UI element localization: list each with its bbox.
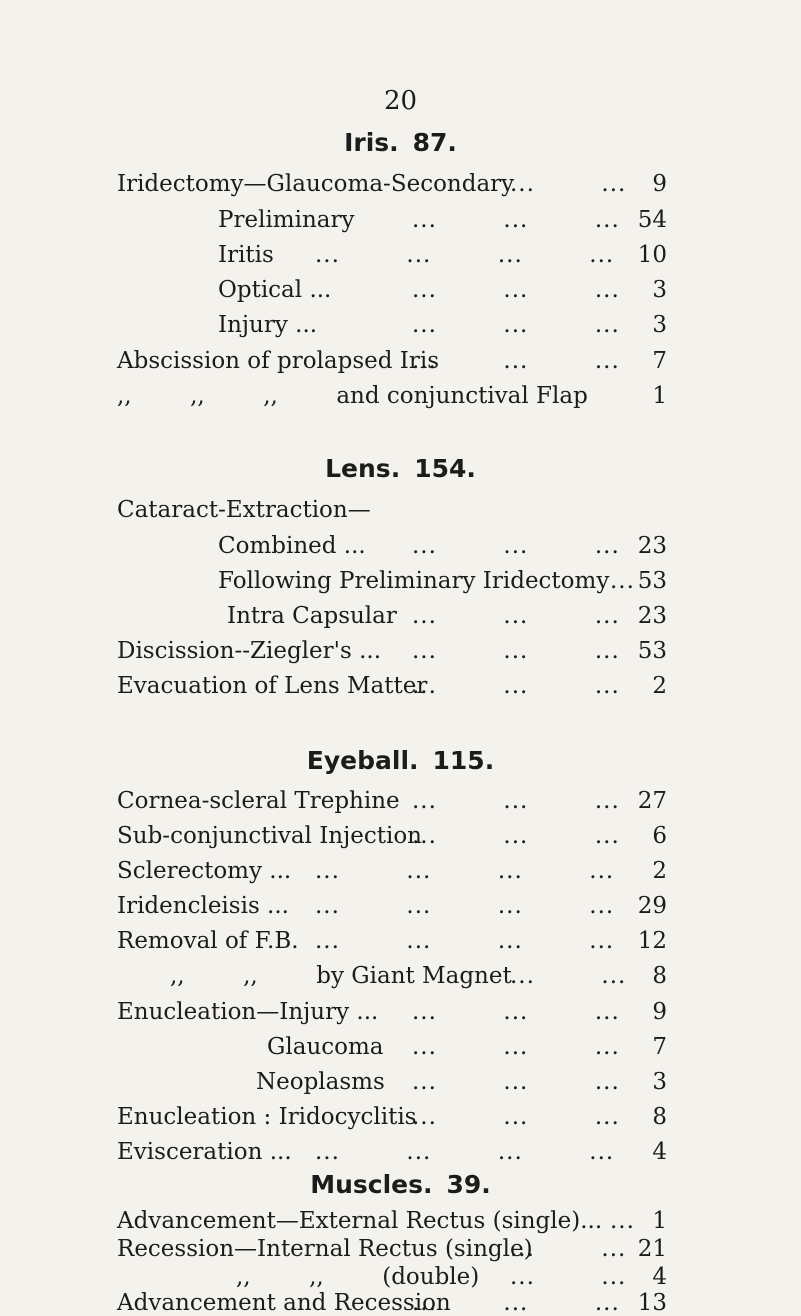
section-total: 87.: [412, 128, 457, 157]
leader-dots: ... ... ...: [412, 638, 620, 664]
row-value: 21: [637, 1236, 667, 1262]
row-label: Cornea-scleral Trephine: [117, 788, 400, 814]
row-label: Injury ...: [218, 312, 318, 338]
table-row: [0, 529, 801, 563]
row-label: Glaucoma: [267, 1034, 384, 1060]
row-label: Iridectomy—Glaucoma-Secondary: [117, 171, 515, 197]
table-row: [0, 634, 801, 668]
section-heading-eyeball: [0, 746, 801, 775]
row-value: 9: [652, 999, 667, 1025]
row-value: 12: [637, 928, 667, 954]
leader-dots: ... ... ...: [412, 823, 620, 849]
table-row: [0, 889, 801, 923]
table-row: [0, 1030, 801, 1064]
table-row: [0, 238, 801, 272]
row-label: Optical ...: [218, 277, 332, 303]
row-label: Evisceration ...: [117, 1139, 292, 1165]
row-label: Abscission of prolapsed Iris: [117, 348, 440, 374]
row-value: 27: [637, 788, 667, 814]
section-title: Lens.: [325, 454, 401, 483]
table-row: [0, 564, 801, 598]
row-value: 7: [652, 1034, 667, 1060]
row-label: Sub-conjunctival Injection: [117, 823, 422, 849]
leader-dots: ... ... ... ...: [315, 1139, 615, 1165]
table-row: [0, 273, 801, 307]
table-row: [0, 1208, 801, 1234]
table-row: [0, 784, 801, 818]
table-row: [0, 1290, 801, 1316]
row-label: ,, ,, ,, and conjunctival Flap: [117, 383, 588, 409]
table-row: [0, 1264, 801, 1290]
row-value: 7: [652, 348, 667, 374]
row-value: 1: [652, 383, 667, 409]
row-label: Sclerectomy ...: [117, 858, 292, 884]
section-total: 39.: [446, 1170, 491, 1199]
table-row: [0, 344, 801, 378]
section-heading-muscles: [0, 1170, 801, 1199]
leader-dots: ... ... ...: [412, 999, 620, 1025]
leader-dots: ... ...: [510, 171, 627, 197]
row-label: ,, ,, by Giant Magnet: [170, 963, 512, 989]
page-number: 20: [383, 86, 418, 116]
table-row: [0, 1135, 801, 1169]
leader-dots: ... ... ...: [412, 348, 620, 374]
table-row: [0, 924, 801, 958]
table-row: [0, 1100, 801, 1134]
row-label: Neoplasms: [256, 1069, 385, 1095]
row-label: Advancement and Recession: [117, 1290, 451, 1316]
row-value: 23: [637, 533, 667, 559]
section-title: Iris.: [344, 128, 399, 157]
row-label: Combined ...: [218, 533, 366, 559]
row-label: Cataract-Extraction—: [117, 497, 371, 523]
row-label: Following Preliminary Iridectomy: [218, 568, 610, 594]
leader-dots: ... ...: [510, 1236, 627, 1262]
row-value: 6: [652, 823, 667, 849]
table-row: [0, 854, 801, 888]
section-heading-lens: [0, 454, 801, 483]
row-value: 53: [637, 568, 667, 594]
table-row: [0, 1236, 801, 1262]
row-value: 3: [652, 277, 667, 303]
leader-dots: ... ... ...: [412, 1104, 620, 1130]
row-label: Removal of F.B.: [117, 928, 299, 954]
leader-dots: ... ... ...: [412, 277, 620, 303]
row-label: Enucleation—Injury ...: [117, 999, 379, 1025]
row-value: 8: [652, 963, 667, 989]
leader-dots: ... ... ...: [412, 603, 620, 629]
row-label: ,, ,, (double): [236, 1264, 480, 1290]
table-row: [0, 819, 801, 853]
leader-dots: ...: [610, 568, 635, 594]
leader-dots: ... ... ...: [412, 673, 620, 699]
row-label: Enucleation : Iridocyclitis: [117, 1104, 417, 1130]
leader-dots: ... ... ...: [412, 1290, 620, 1316]
row-value: 2: [652, 858, 667, 884]
row-label: Iritis: [218, 242, 274, 268]
row-value: 8: [652, 1104, 667, 1130]
row-value: 2: [652, 673, 667, 699]
table-row: [0, 203, 801, 237]
leader-dots: ... ... ... ...: [315, 242, 615, 268]
row-value: 54: [637, 207, 667, 233]
leader-dots: ... ... ...: [412, 312, 620, 338]
leader-dots: ...: [610, 1208, 635, 1234]
table-row: [0, 379, 801, 413]
section-title: Muscles.: [310, 1170, 433, 1199]
table-row: [0, 959, 801, 993]
row-label: Discission--Ziegler's ...: [117, 638, 382, 664]
leader-dots: ... ...: [510, 963, 627, 989]
row-value: 4: [652, 1139, 667, 1165]
row-value: 53: [637, 638, 667, 664]
leader-dots: ... ... ... ...: [315, 858, 615, 884]
row-label: Iridencleisis ...: [117, 893, 289, 919]
row-value: 29: [637, 893, 667, 919]
table-row: [0, 995, 801, 1029]
section-total: 154.: [414, 454, 476, 483]
leader-dots: ... ... ...: [412, 533, 620, 559]
leader-dots: ... ... ... ...: [315, 928, 615, 954]
row-value: 1: [652, 1208, 667, 1234]
table-row: [0, 167, 801, 201]
row-value: 3: [652, 312, 667, 338]
section-heading-iris: [0, 128, 801, 157]
row-label: Recession—Internal Rectus (single): [117, 1236, 533, 1262]
table-row: [0, 308, 801, 342]
row-value: 4: [652, 1264, 667, 1290]
row-value: 9: [652, 171, 667, 197]
leader-dots: ... ...: [510, 1264, 627, 1290]
section-title: Eyeball.: [306, 746, 419, 775]
row-value: 10: [637, 242, 667, 268]
row-label: Advancement—External Rectus (single)...: [117, 1208, 603, 1234]
leader-dots: ... ... ...: [412, 1069, 620, 1095]
row-value: 3: [652, 1069, 667, 1095]
row-label: Evacuation of Lens Matter: [117, 673, 428, 699]
table-row: [0, 599, 801, 633]
table-row: [0, 493, 801, 527]
row-label: Intra Capsular: [227, 603, 397, 629]
leader-dots: ... ... ... ...: [315, 893, 615, 919]
row-value: 13: [637, 1290, 667, 1316]
row-label: Preliminary: [218, 207, 355, 233]
leader-dots: ... ... ...: [412, 788, 620, 814]
section-total: 115.: [432, 746, 495, 775]
leader-dots: ... ... ...: [412, 207, 620, 233]
table-row: [0, 1065, 801, 1099]
table-row: [0, 669, 801, 703]
leader-dots: ... ... ...: [412, 1034, 620, 1060]
row-value: 23: [637, 603, 667, 629]
